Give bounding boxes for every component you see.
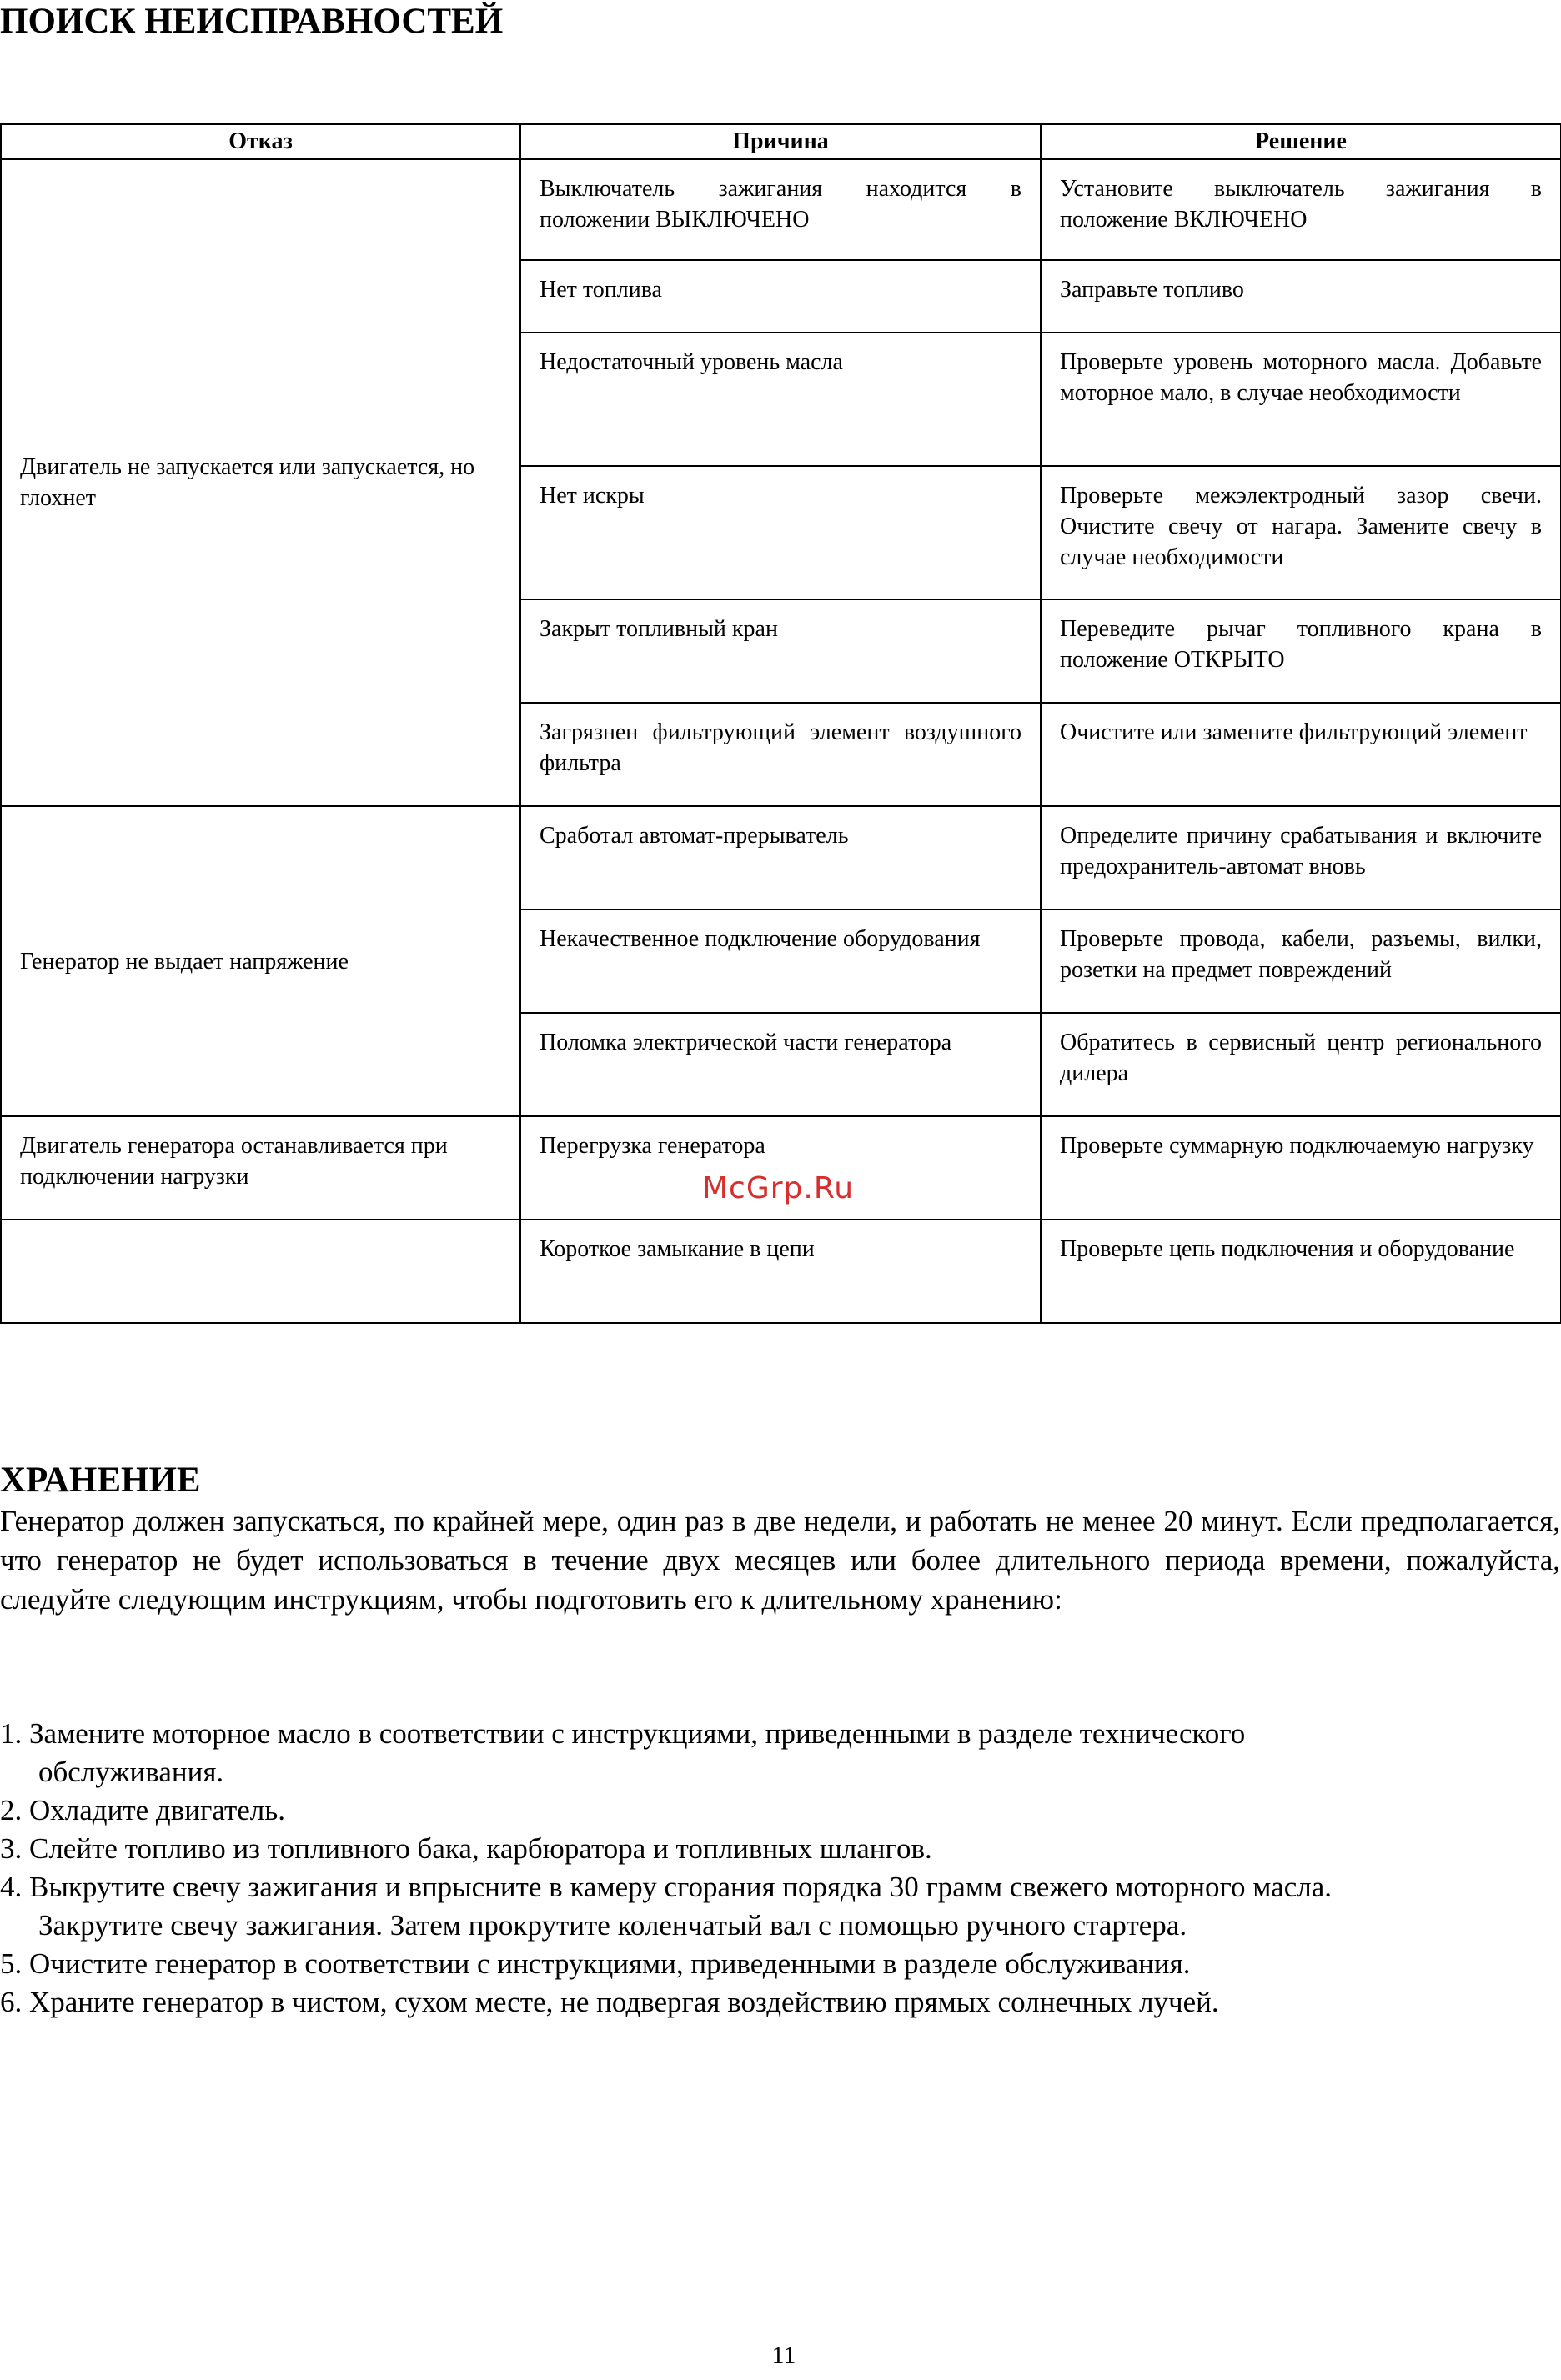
step-text: 4. Выкрутите свечу зажигания и впрысните в камеру сгорания порядка 30 грамм свежего моторного масла. (0, 1871, 1332, 1903)
fault-cell: Двигатель генератора останавливается при подключении нагрузки (1, 1116, 520, 1220)
cause-cell: Сработал автомат-прерыватель (520, 806, 1041, 909)
header-cause: Причина (520, 124, 1041, 159)
cause-cell: Перегрузка генератора (520, 1116, 1041, 1220)
cause-cell: Поломка электрической части генератора (520, 1013, 1041, 1116)
solution-cell: Определите причину срабатывания и включите предохранитель-автомат вновь (1041, 806, 1561, 909)
step-text: 1. Замените моторное масло в соответствии с инструкциями, приведенными в разделе технического (0, 1717, 1246, 1750)
solution-cell: Переведите рычаг топливного крана в положение ОТКРЫТО (1041, 599, 1561, 703)
solution-cell: Обратитесь в сервисный центр регионального дилера (1041, 1013, 1561, 1116)
list-item (0, 1868, 1560, 1945)
troubleshooting-title: ПОИСК НЕИСПРАВНОСТЕЙ (0, 2, 504, 41)
solution-cell: Проверьте цепь подключения и оборудование (1041, 1220, 1561, 1323)
solution-cell: Установите выключатель зажигания в положение ВКЛЮЧЕНО (1041, 159, 1561, 260)
cause-cell: Нет топлива (520, 260, 1041, 333)
cause-cell: Выключатель зажигания находится в положении ВЫКЛЮЧЕНО (520, 159, 1041, 260)
solution-cell: Очистите или замените фильтрующий элемент (1041, 703, 1561, 806)
solution-cell: Проверьте провода, кабели, разъемы, вилки, розетки на предмет повреждений (1041, 909, 1561, 1013)
cause-cell: Недостаточный уровень масла (520, 333, 1041, 466)
list-item (0, 1830, 1560, 1868)
table-row (1, 1220, 1561, 1323)
solution-cell: Проверьте межэлектродный зазор свечи. Очистите свечу от нагара. Замените свечу в случае необходимости (1041, 466, 1561, 599)
table-row (1, 806, 1561, 909)
step-text: 6. Храните генератор в чистом, сухом месте, не подвергая воздействию прямых солнечных лучей. (0, 1986, 1219, 2018)
step-continuation: обслуживания. (38, 1756, 224, 1788)
fault-cell-empty (1, 1220, 520, 1323)
watermark: McGrp.Ru (702, 1171, 855, 1205)
cause-cell: Короткое замыкание в цепи (520, 1220, 1041, 1323)
fault-cell: Двигатель не запускается или запускается, но глохнет (1, 159, 520, 806)
storage-title: ХРАНЕНИЕ (0, 1461, 201, 1500)
list-item (0, 1983, 1560, 2022)
cause-cell: Загрязнен фильтрующий элемент воздушного фильтра (520, 703, 1041, 806)
list-item (0, 1945, 1560, 1983)
cause-cell: Некачественное подключение оборудования (520, 909, 1041, 1013)
solution-cell: Проверьте уровень моторного масла. Добавьте моторное мало, в случае необходимости (1041, 333, 1561, 466)
table-header-row (1, 124, 1561, 159)
page-number: 11 (771, 2342, 796, 2369)
header-fault: Отказ (1, 124, 520, 159)
storage-steps (0, 1715, 1560, 2022)
storage-intro: Генератор должен запускаться, по крайней мере, один раз в две недели, и работать не менее 20 минут. Если предполагается, что генератор не будет использоваться в течение двух месяцев или более длительного периода времени, пожалуйста, следуйте следующим инструкциям, чтобы подготовить его к длительному хранению: (0, 1505, 1560, 1616)
step-continuation: Закрутите свечу зажигания. Затем прокрутите коленчатый вал с помощью ручного стартера. (38, 1909, 1187, 1942)
troubleshooting-table (0, 123, 1561, 1324)
cause-cell: Нет искры (520, 466, 1041, 599)
header-solution: Решение (1041, 124, 1561, 159)
solution-cell: Заправьте топливо (1041, 260, 1561, 333)
table-row (1, 159, 1561, 260)
fault-cell: Генератор не выдает напряжение (1, 806, 520, 1116)
solution-cell: Проверьте суммарную подключаемую нагрузку (1041, 1116, 1561, 1220)
step-text: 5. Очистите генератор в соответствии с инструкциями, приведенными в разделе обслуживания. (0, 1947, 1191, 1980)
list-item (0, 1791, 1560, 1830)
step-text: 2. Охладите двигатель. (0, 1794, 285, 1826)
list-item (0, 1715, 1560, 1791)
step-text: 3. Слейте топливо из топливного бака, карбюратора и топливных шлангов. (0, 1832, 932, 1865)
cause-cell: Закрыт топливный кран (520, 599, 1041, 703)
